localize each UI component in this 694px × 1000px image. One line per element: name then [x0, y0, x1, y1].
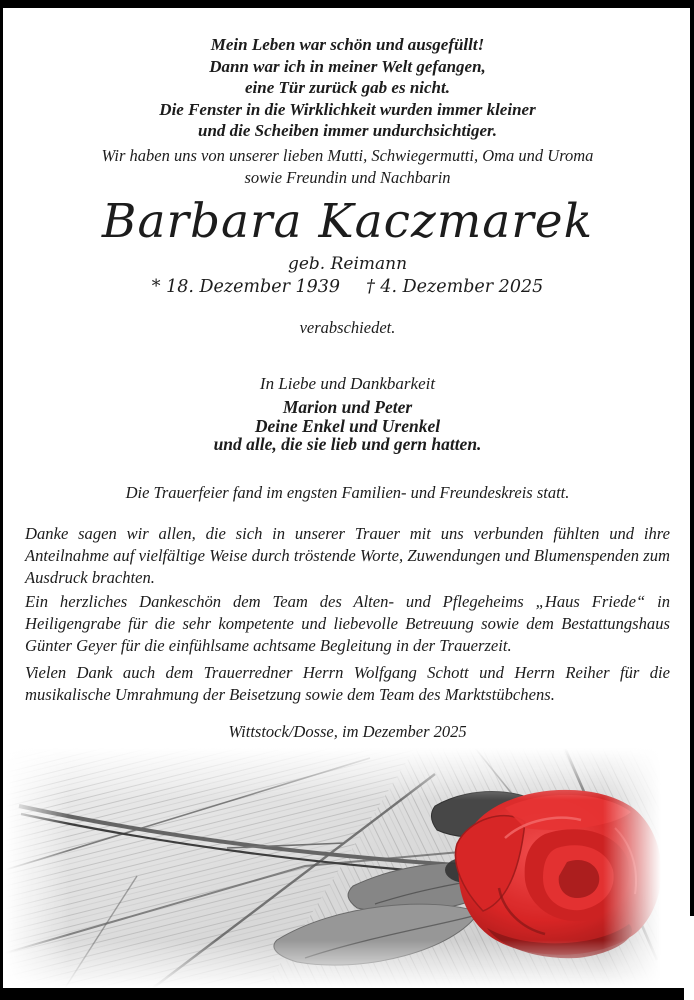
birth-date: * 18. Dezember 1939	[151, 277, 341, 297]
thanks-paragraph-3: Vielen Dank auch dem Trauerredner Herrn Wolfgang Schott und Herrn Reiher für die musikalische Umrahmung der Beisetzung sowie dem Team des Marktstübchens.	[25, 663, 670, 704]
frame-bar-top	[0, 0, 694, 8]
rose-photo	[5, 748, 661, 988]
intro-text	[25, 145, 670, 189]
thanks-paragraph-2: Ein herzliches Dankeschön dem Team des Alten- und Pflegeheims „Haus Friede“ in Heiligengrabe für die sehr kompetente und liebevolle Betreuung sowie dem Bestattungshaus Günter Geyer für die einfühlsame achtsame Begleitung in der Trauerzeit.	[25, 592, 670, 655]
frame-bar-bottom	[0, 988, 684, 1000]
poem-line: eine Tür zurück gab es nicht.	[245, 78, 450, 97]
mourners-list	[25, 398, 670, 454]
intro-line: Wir haben uns von unserer lieben Mutti, Schwiegermutti, Oma und Uroma	[101, 146, 594, 165]
thanks-paragraph-1: Danke sagen wir allen, die sich in unserer Trauer mit uns verbunden fühlten und ihre Anteilnahme auf vielfältige Weise durch tröstende Worte, Zuwendungen und Blumenspenden zum Ausdruck brachten.	[25, 524, 670, 587]
frame-bar-left	[0, 0, 3, 1000]
poem-line: Mein Leben war schön und ausgefüllt!	[210, 35, 485, 54]
ceremony-note: Die Trauerfeier fand im engsten Familien- und Freundeskreis statt.	[125, 483, 570, 502]
death-date: † 4. Dezember 2025	[366, 277, 544, 297]
poem-line: und die Scheiben immer undurchsichtiger.	[198, 121, 497, 140]
mourner-line: und alle, die sie lieb und gern hatten.	[213, 434, 482, 454]
frame-bar-right	[690, 0, 694, 916]
poem-line: Dann war ich in meiner Welt gefangen,	[209, 56, 486, 76]
maiden-name: geb. Reimann	[287, 254, 408, 274]
intro-line: sowie Freundin und Nachbarin	[244, 168, 451, 187]
mourner-line: Marion und Peter	[282, 397, 413, 417]
poem-line: Die Fenster in die Wirklichkeit wurden immer kleiner	[159, 99, 536, 119]
deceased-name: Barbara Kaczmarek	[101, 194, 594, 249]
life-dates	[25, 277, 670, 297]
mourners-heading: In Liebe und Dankbarkeit	[259, 374, 436, 393]
place-and-date: Wittstock/Dosse, im Dezember 2025	[228, 722, 467, 741]
mourner-line: Deine Enkel und Urenkel	[254, 415, 441, 436]
farewell-text: verabschiedet.	[299, 318, 396, 337]
epitaph-poem	[25, 34, 670, 142]
